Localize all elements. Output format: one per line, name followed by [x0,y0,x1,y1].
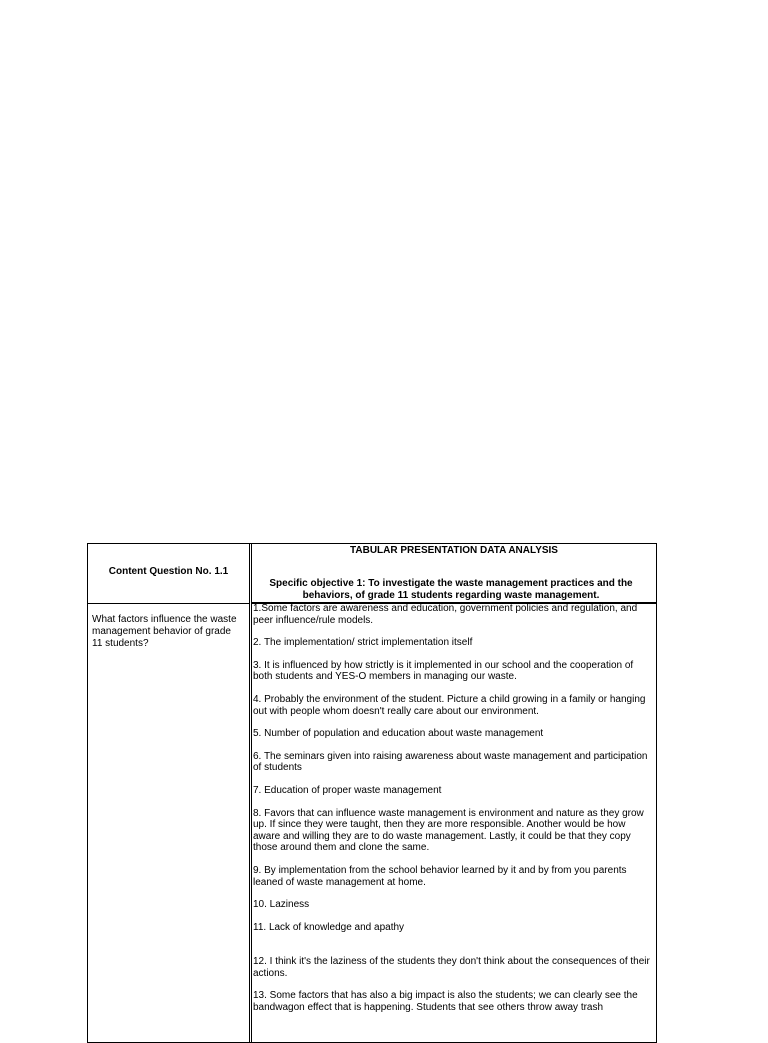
header-divider-left [88,603,249,604]
analysis-table [87,543,657,1043]
answer-item: 2. The implementation/ strict implementation itself [253,637,473,649]
answer-item: 8. Favors that can influence waste management is environment and nature as they grow up. If since they were taught, then they are more responsible. Another would be how aware and willing they are to do waste management. Lastly, it could be that they copy those around them and clone the same. [253,807,644,854]
answer-item: 11. Lack of knowledge and apathy [253,921,405,933]
column-divider [249,544,252,1042]
answer-item: 5. Number of population and education about waste management [253,728,544,740]
answers-list [253,603,652,1025]
answer-item: 12. I think it's the laziness of the students they don't think about the consequences of their actions. [253,956,650,979]
answer-item: 4. Probably the environment of the student. Picture a child growing in a family or hanging out with people whom doesn't really care about our environment. [253,693,646,717]
answer-item: 6. The seminars given into raising awareness about waste management and participation of students [253,750,648,774]
answer-item: 1.Some factors are awareness and education, government policies and regulation, and peer influence/rule models. [253,603,638,626]
content-question-label: Content Question No. 1.1 [108,566,229,577]
answer-item: 13. Some factors that has also a big impact is also the students; we can clearly see the bandwagon effect that is happening. Students that see others throw away trash [253,990,638,1014]
specific-objective: Specific objective 1: To investigate the waste management practices and the behaviors, of grade 11 students regarding waste management. [269,578,633,601]
table-title: TABULAR PRESENTATION DATA ANALYSIS [350,545,558,556]
answer-item: 9. By implementation from the school behavior learned by it and by from you parents leaned of waste management at home. [253,864,627,888]
answer-item: 7. Education of proper waste management [253,784,442,796]
question-text: What factors influence the waste management behavior of grade 11 students? [92,614,237,649]
answer-item: 3. It is influenced by how strictly is it implemented in our school and the cooperation of both students and YES-O members in managing our waste. [253,659,634,683]
answer-item: 10. Laziness [253,899,310,911]
